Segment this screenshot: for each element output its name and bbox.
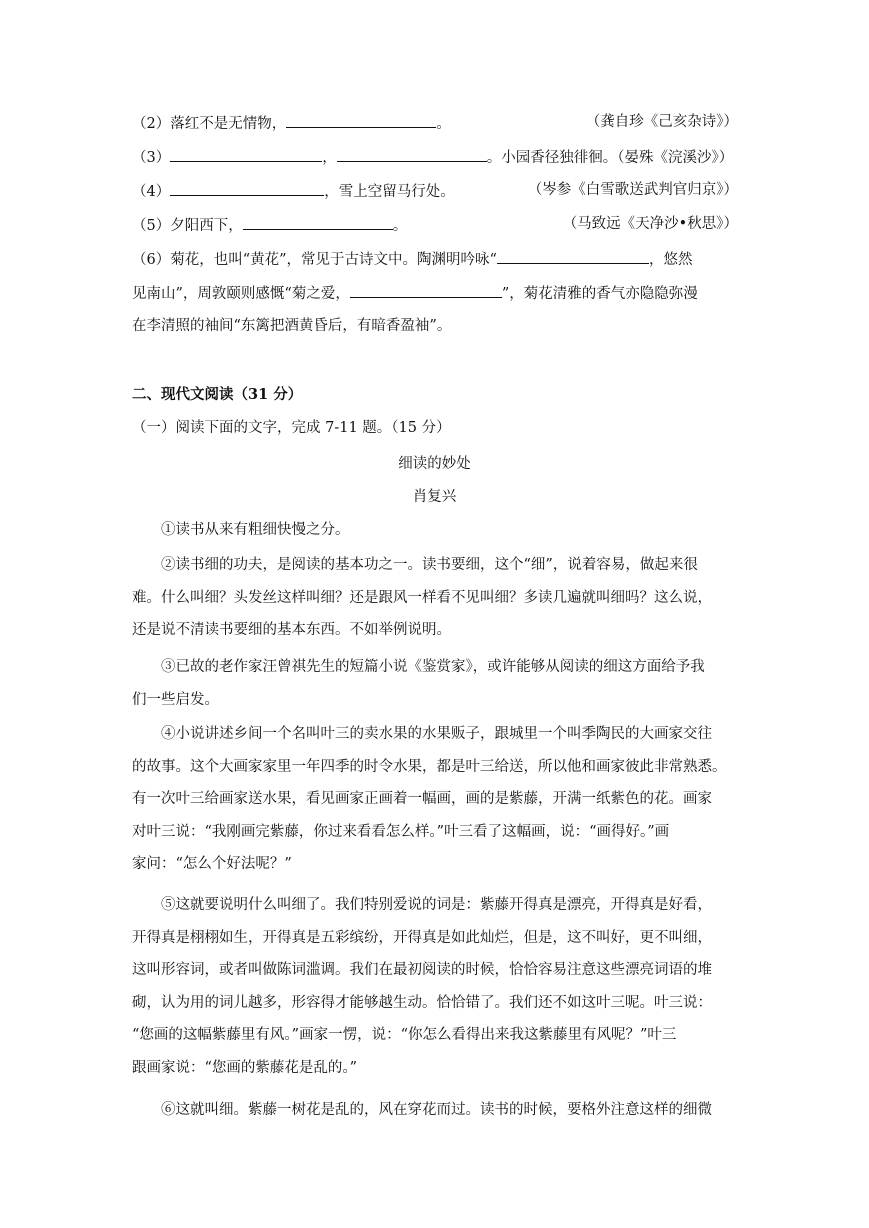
q3-mid: ，	[322, 150, 337, 166]
paragraph-5	[132, 889, 738, 1084]
answer-blank[interactable]	[497, 249, 649, 264]
q6-line1-prefix: （6）菊花，也叫“黄花”，常见于古诗文中。陶渊明吟咏“	[132, 252, 497, 268]
answer-blank[interactable]	[243, 215, 393, 230]
paragraph-2	[132, 549, 738, 647]
answer-blank[interactable]	[170, 181, 324, 196]
paragraph-line: 难。什么叫细？头发丝这样叫细？还是跟风一样看不见叫细？多读几遍就叫细吗？这么说，	[132, 589, 712, 606]
paragraph-line: “您画的这幅紫藤里有风。”画家一愣，说：“你怎么看得出来我这紫藤里有风呢？”叶三	[132, 1027, 677, 1043]
paragraph-line: 开得真是栩栩如生，开得真是五彩缤纷，开得真是如此灿烂，但是，这不叫好，更不叫细，	[132, 929, 712, 946]
paragraph-line: 家问：“怎么个好法呢？”	[132, 856, 292, 872]
answer-blank[interactable]	[170, 147, 322, 162]
paragraph-line: ⑥这就叫细。紫藤一树花是乱的，风在穿花而过。读书的时候，要格外注意这样的细微	[161, 1102, 712, 1118]
q3-suffix: 。小园香径独徘徊。（晏殊《浣溪沙》）	[486, 150, 734, 166]
paragraph-line: ①读书从来有粗细快慢之分。	[161, 522, 350, 538]
q4-suffix: ，雪上空留马行处。	[324, 184, 455, 200]
q6-line1-suffix: ，悠然	[648, 252, 693, 268]
paragraph-line: 们一些启发。	[132, 691, 219, 708]
section-subheading: （一）阅读下面的文字，完成 7-11 题。（15 分）	[132, 420, 451, 436]
answer-blank[interactable]	[337, 147, 487, 162]
paragraph-line: 对叶三说：“我刚画完紫藤，你过来看看怎么样。”叶三看了这幅画，说：“画得好。”画	[132, 823, 670, 840]
paragraph-line: 的故事。这个大画家家里一年四季的时令水果，都是叶三给送，所以他和画家彼此非常熟悉。	[132, 758, 727, 775]
paragraph-line: ④小说讲述乡间一个名叫叶三的卖水果的水果贩子，跟城里一个叫季陶民的大画家交往	[161, 726, 712, 742]
paragraph-6	[132, 1094, 738, 1127]
paragraph-line: ②读书细的功夫，是阅读的基本功之一。读书要细，这个“细”，说着容易，做起来很	[161, 557, 698, 573]
poem-question-6-line3: 在李清照的袖间“东篱把酒黄昏后，有暗香盈袖”。	[132, 318, 452, 334]
q4-prefix: （4）	[132, 184, 171, 200]
q5-source: （马致远《天净沙•秋思》）	[562, 216, 738, 232]
paragraph-line: ⑤这就要说明什么叫细了。我们特别爱说的词是：紫藤开得真是漂亮，开得真是好看，	[161, 897, 712, 913]
answer-blank[interactable]	[286, 113, 436, 128]
paragraph-line: 这叫形容词，或者叫做陈词滥调。我们在最初阅读的时候，恰恰容易注意这些漂亮词语的堆	[132, 962, 712, 978]
q4-source: （岑参《白雪歌送武判官归京》）	[527, 182, 738, 198]
paragraph-line: 还是说不清读书要细的基本东西。不如举例说明。	[132, 622, 451, 638]
paragraph-line: 砌，认为用的词儿越多，形容得才能够越生动。恰恰错了。我们还不如这叶三呢。叶三说：	[132, 994, 712, 1011]
section-heading: 二、现代文阅读（31 分）	[132, 386, 303, 403]
poem-question-6-line1	[132, 249, 738, 269]
paragraph-line: 有一次叶三给画家送水果，看见画家正画着一幅画，画的是紫藤，开满一纸紫色的花。画家	[132, 791, 712, 807]
q5-prefix: （5）夕阳西下，	[132, 218, 243, 234]
article-title: 细读的妙处	[398, 456, 471, 472]
article-author: 肖复兴	[412, 489, 457, 505]
poem-question-3	[132, 147, 738, 167]
q6-line2-prefix: 见南山”，周敦颐则感慨“菊之爱，	[132, 286, 350, 302]
paragraph-3	[132, 651, 738, 716]
q2-prefix: （2）落红不是无情物，	[132, 116, 287, 132]
q5-suffix: 。	[392, 218, 408, 234]
poem-question-6-line2	[132, 283, 738, 303]
q2-source: （龚自珍《己亥杂诗》）	[585, 114, 738, 130]
q2-suffix: 。	[436, 116, 451, 132]
paragraph-line: ③已故的老作家汪曾祺先生的短篇小说《鉴赏家》，或许能够从阅读的细这方面给予我	[161, 659, 705, 675]
paragraph-line: 跟画家说：“您画的紫藤花是乱的。”	[132, 1059, 358, 1076]
q3-prefix: （3）	[132, 150, 171, 166]
q6-line2-suffix: ”，菊花清雅的香气亦隐隐弥漫	[501, 286, 698, 302]
paragraph-1	[132, 514, 738, 547]
answer-blank[interactable]	[350, 283, 502, 298]
paragraph-4	[132, 718, 738, 881]
